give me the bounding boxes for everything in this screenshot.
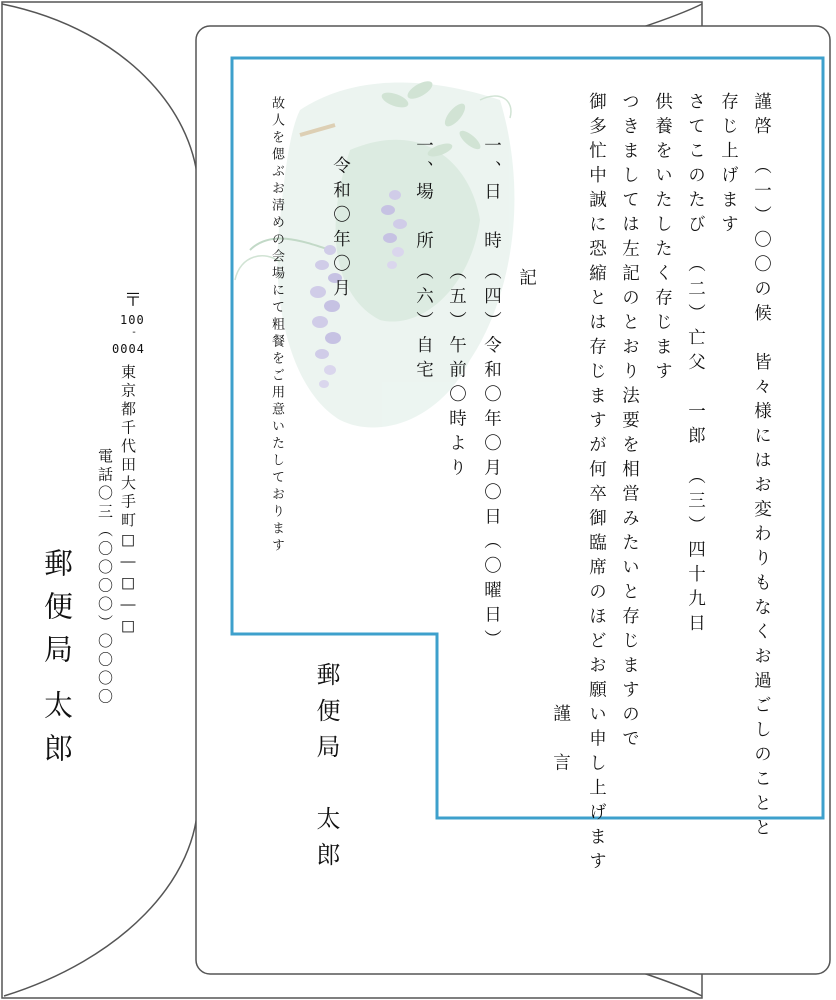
note-text: 故人を偲ぶお清めの会場にて粗餐をご用意いたしております <box>269 96 284 555</box>
item-place-bullet: 一、 <box>413 136 434 185</box>
letter-line-4: 供養をいたしたく存じます <box>652 92 673 386</box>
item-date-label: 日 時 <box>481 182 502 256</box>
sender-address: 東京都千代田大手町□―□―□ <box>119 364 137 638</box>
closing: 謹 言 <box>550 704 571 778</box>
item-place-label: 場 所 <box>413 182 434 256</box>
letter-line-3: さてこのたび （二）亡父 一郎 （三）四十九日 <box>685 92 706 638</box>
item-time-value: （五）午前〇時より <box>446 262 467 483</box>
sender-phone: 電話〇三（〇〇〇〇）〇〇〇〇 <box>96 448 114 707</box>
item-place-value: （六）自宅 <box>413 262 434 385</box>
postal-mark-icon: 〒 <box>124 290 143 311</box>
letter-line-6: 御多忙中誠に恐縮とは存じますが何卒御臨席のほどお願い申し上げます <box>586 92 607 876</box>
signature-surname: 郵便局 <box>312 662 340 770</box>
item-date-value: （四）令和〇年〇月〇日（〇曜日） <box>481 262 502 654</box>
postal-code-separator: ‐ <box>131 327 139 338</box>
sender-surname: 郵便局 <box>40 548 74 677</box>
letter-date: 令和〇年〇月 <box>330 156 351 303</box>
letter-line-5: つきましては左記のとおり法要を相営みたいと存じますので <box>619 92 640 754</box>
sender-given: 太郎 <box>40 690 74 776</box>
signature-given: 太郎 <box>312 806 340 878</box>
letter-line-2: 存じ上げます <box>718 92 739 239</box>
ki-mark: 記 <box>516 268 537 293</box>
postal-code-1: 100 <box>120 313 145 327</box>
item-date-bullet: 一、 <box>481 136 502 185</box>
postal-code-2: 0004 <box>112 342 145 356</box>
letter-line-1: 謹啓 （一）〇〇の候 皆々様にはお変わりもなくお過ごしのことと <box>751 92 772 843</box>
